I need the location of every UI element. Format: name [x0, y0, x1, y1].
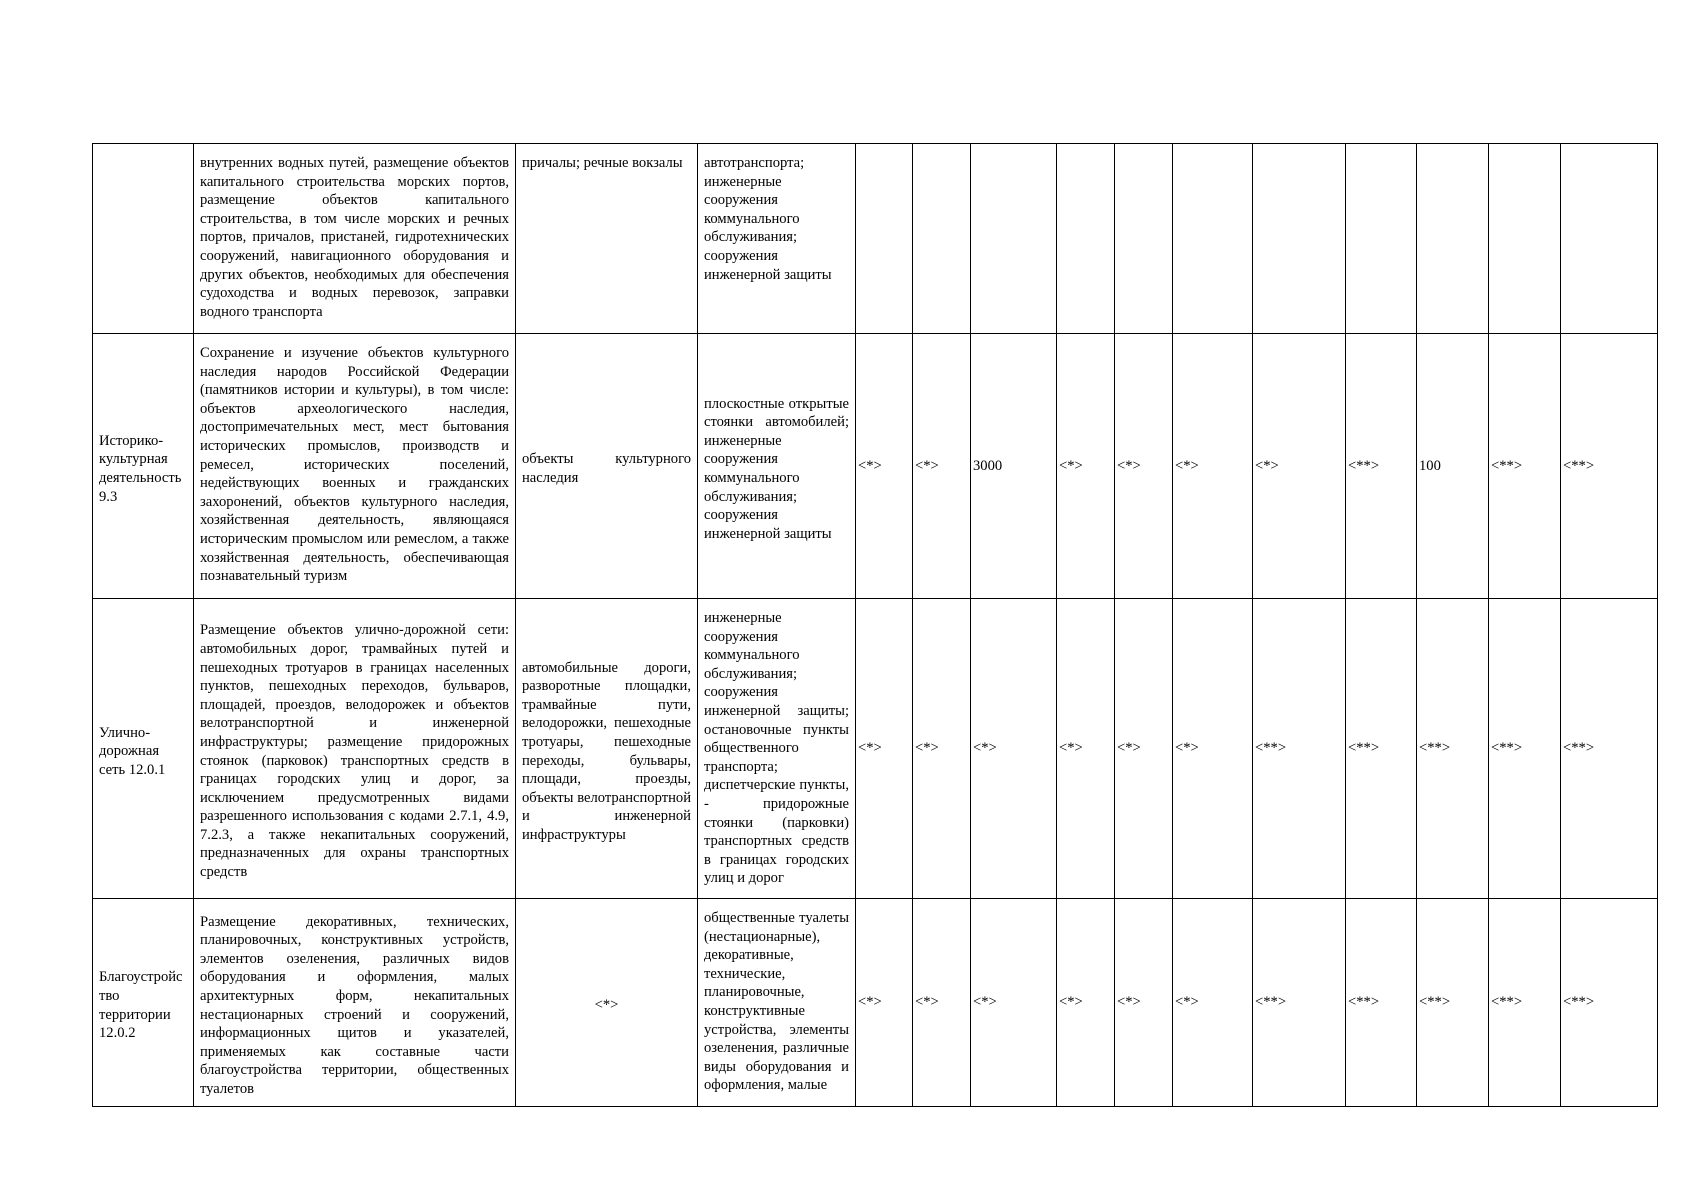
use-description-cell: внутренних водных путей, размещение объектов капитального строительства морских портов, размещение объектов капитального строительства, в том числе морских и речных портов, причалов, пристаней, гидротехнических сооружений, навигационного оборудования и других объектов, необходимых для обеспечения судоходства и водных перевозок, заправки водного транспорта — [194, 144, 516, 334]
table-row — [93, 599, 1658, 899]
regulations-table — [92, 143, 1658, 1107]
param-cell: <**> — [1346, 599, 1417, 899]
use-description-cell: Размещение декоративных, технических, планировочных, конструктивных устройств, элементов озеленения, различных видов оборудования и оформления, малых архитектурных форм, некапитальных нестационарных строений и сооружений, информационных щитов и указателей, применяемых как составные части благоустройства территории, общественных туалетов — [194, 899, 516, 1107]
aux-objects-cell: общественные туалеты (нестационарные), декоративные, технические, планировочные, конструктивные устройства, элементы озеленения, различные виды оборудования и оформления, малые — [698, 899, 856, 1107]
param-cell: <**> — [1253, 899, 1346, 1107]
use-description-cell: Сохранение и изучение объектов культурного наследия народов Российской Федерации (памятников истории и культуры), в том числе: объектов археологического наследия, достопримечательных мест, мест бытования исторических промыслов, производств и ремесел, исторических поселений, недействующих военных и гражданских захоронений, объектов культурного наследия, хозяйственная деятельность, являющаяся историческим промыслом или ремеслом, а также хозяйственная деятельность, обеспечивающая познавательный туризм — [194, 334, 516, 599]
param-cell: <*> — [1173, 599, 1253, 899]
param-cell: <**> — [1346, 899, 1417, 1107]
param-cell — [1489, 144, 1561, 334]
param-cell: <*> — [1253, 334, 1346, 599]
param-cell: <*> — [1173, 899, 1253, 1107]
param-cell: <*> — [1173, 334, 1253, 599]
param-cell — [1346, 144, 1417, 334]
param-cell: <*> — [1057, 899, 1115, 1107]
param-cell: <**> — [1489, 599, 1561, 899]
param-cell: <*> — [913, 599, 971, 899]
param-cell: <*> — [913, 899, 971, 1107]
main-objects-cell: <*> — [516, 899, 698, 1107]
use-name-cell: Историко-культурная деятельность 9.3 — [93, 334, 194, 599]
param-cell — [971, 144, 1057, 334]
param-cell: <*> — [856, 899, 913, 1107]
param-cell: <**> — [1417, 599, 1489, 899]
use-description-cell: Размещение объектов улично-дорожной сети: автомобильных дорог, трамвайных путей и пешеходных тротуаров в границах населенных пунктов, пешеходных переходов, бульваров, площадей, проездов, велодорожек и объектов велотранспортной и инженерной инфраструктуры; размещение придорожных стоянок (парковок) транспортных средств в границах городских улиц и дорог, за исключением предусмотренных видами разрешенного использования с кодами 2.7.1, 4.9, 7.2.3, а также некапитальных сооружений, предназначенных для охраны транспортных средств — [194, 599, 516, 899]
param-cell: <*> — [913, 334, 971, 599]
param-cell: <*> — [1115, 899, 1173, 1107]
param-cell: <**> — [1561, 334, 1658, 599]
param-cell — [1057, 144, 1115, 334]
param-cell: 100 — [1417, 334, 1489, 599]
param-cell: <**> — [1561, 899, 1658, 1107]
param-cell: <*> — [856, 599, 913, 899]
param-cell: <*> — [1057, 334, 1115, 599]
param-cell: <*> — [971, 899, 1057, 1107]
use-name-cell — [93, 144, 194, 334]
param-cell: <**> — [1561, 599, 1658, 899]
param-cell — [1173, 144, 1253, 334]
table-row — [93, 899, 1658, 1107]
param-cell: <*> — [971, 599, 1057, 899]
param-cell: <**> — [1253, 599, 1346, 899]
param-cell — [1115, 144, 1173, 334]
main-objects-cell: автомобильные дороги, разворотные площадки, трамвайные пути, велодорожки, пешеходные тротуары, пешеходные переходы, бульвары, площади, проезды, объекты велотранспортной и инженерной инфраструктуры — [516, 599, 698, 899]
main-objects-cell: объекты культурного наследия — [516, 334, 698, 599]
param-cell: <**> — [1489, 334, 1561, 599]
table-row — [93, 334, 1658, 599]
param-cell — [1253, 144, 1346, 334]
param-cell: <**> — [1417, 899, 1489, 1107]
param-cell: <*> — [856, 334, 913, 599]
param-cell: <**> — [1346, 334, 1417, 599]
param-cell — [1417, 144, 1489, 334]
param-cell — [856, 144, 913, 334]
use-name-cell: Улично-дорожная сеть 12.0.1 — [93, 599, 194, 899]
aux-objects-cell: автотранспорта; инженерные сооружения коммунального обслуживания; сооружения инженерной защиты — [698, 144, 856, 334]
param-cell — [1561, 144, 1658, 334]
aux-objects-cell: плоскостные открытые стоянки автомобилей; инженерные сооружения коммунального обслуживания; сооружения инженерной защиты — [698, 334, 856, 599]
param-cell: <*> — [1115, 334, 1173, 599]
table-row — [93, 144, 1658, 334]
param-cell: <**> — [1489, 899, 1561, 1107]
param-cell: <*> — [1115, 599, 1173, 899]
param-cell: 3000 — [971, 334, 1057, 599]
param-cell — [913, 144, 971, 334]
param-cell: <*> — [1057, 599, 1115, 899]
aux-objects-cell: инженерные сооружения коммунального обслуживания; сооружения инженерной защиты; остановочные пункты общественного транспорта; диспетчерские пункты, - придорожные стоянки (парковки) транспортных средств в границах городских улиц и дорог — [698, 599, 856, 899]
main-objects-cell: причалы; речные вокзалы — [516, 144, 698, 334]
use-name-cell: Благоустройство территории 12.0.2 — [93, 899, 194, 1107]
